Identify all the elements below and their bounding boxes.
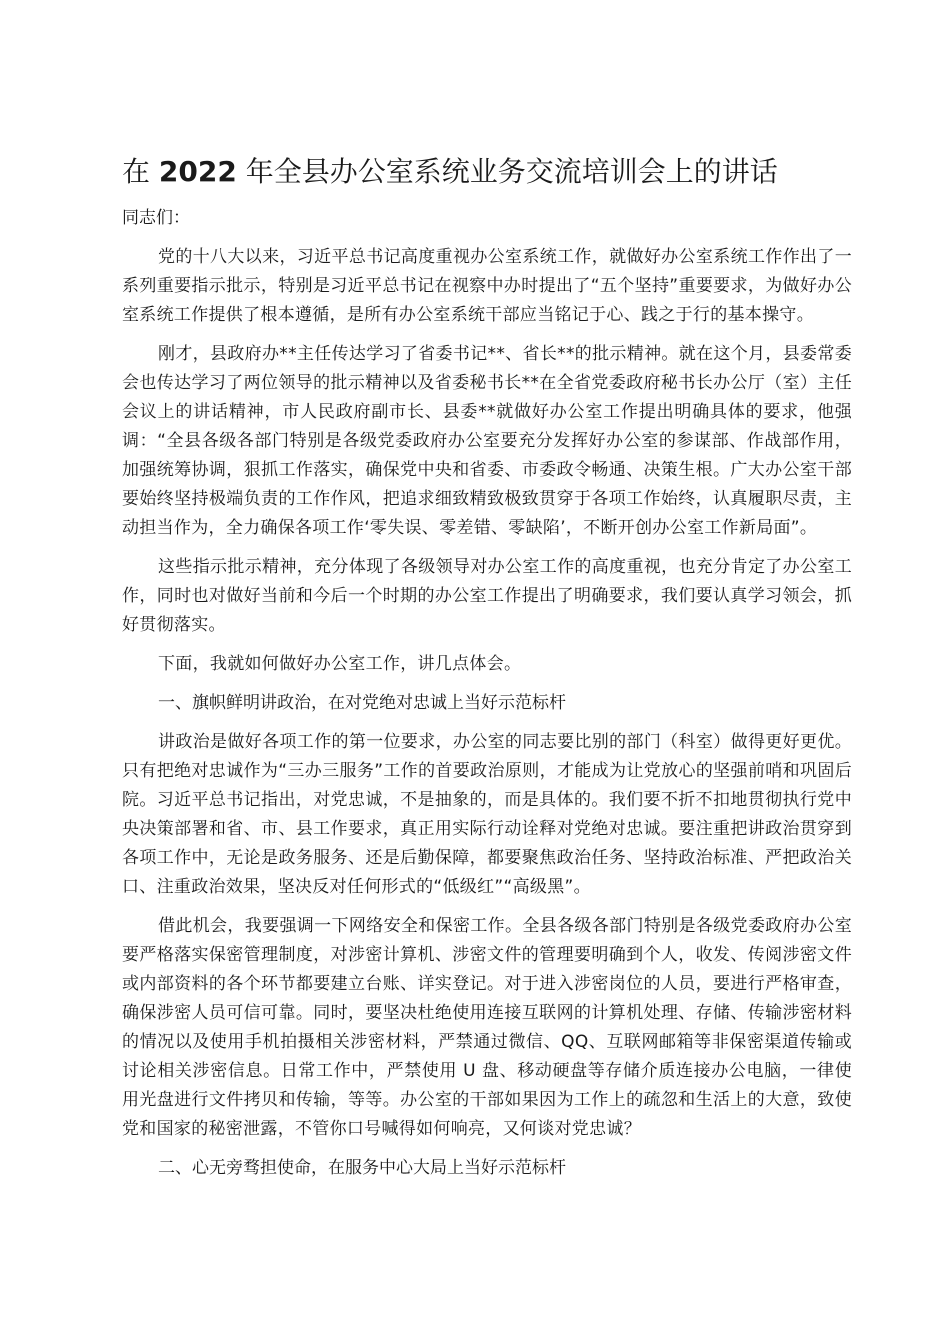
- section-heading-2: 二、心无旁骛担使命，在服务中心大局上当好示范标杆: [158, 1158, 566, 1178]
- section-heading-1: 一、旗帜鲜明讲政治，在对党绝对忠诚上当好示范标杆: [158, 693, 566, 713]
- document-title: [122, 150, 852, 194]
- document-page: [122, 150, 852, 1193]
- title-suffix: 年全县办公室系统业务交流培训会上的讲话: [245, 155, 778, 188]
- paragraph: 下面，我就如何做好办公室工作，讲几点体会。: [158, 654, 522, 674]
- greeting: 同志们：: [122, 208, 190, 228]
- title-prefix: 在: [122, 155, 151, 188]
- paragraph: 刚才，县政府办**主任传达学习了省委书记**、省长**的批示精神。就在这个月，县委常委会也传达学习了两位领导的批示精神以及省委秘书长**在全省党委政府秘书长办公厅（室）主任会议上的讲话精神，市人民政府副市长、县委**就做好办公室工作提出明确具体的要求，他强调：“全县各级各部门特别是各级党委政府办公室要充分发挥好办公室的参谋部、作战部作用，加强统筹协调，狠抓工作落实，确保党中央和省委、市委政令畅通、决策生根。广大办公室干部要始终坚持极端负责的工作作风，把追求细致精致极致贯穿于各项工作始终，认真履职尽责，主动担当作为，全力确保各项工作‘零失误、零差错、零缺陷’，不断开创办公室工作新局面”。: [122, 344, 852, 538]
- paragraph: 借此机会，我要强调一下网络安全和保密工作。全县各级各部门特别是各级党委政府办公室要严格落实保密管理制度，对涉密计算机、涉密文件的管理要明确到个人，收发、传阅涉密文件或内部资料的各个环节都要建立台账、详实登记。对于进入涉密岗位的人员，要进行严格审查，确保涉密人员可信可靠。同时，要坚决杜绝使用连接互联网的计算机处理、存储、传输涉密材料的情况以及使用手机拍摄相关涉密材料，严禁通过微信、QQ、互联网邮箱等非保密渠道传输或讨论相关涉密信息。日常工作中，严禁使用 U 盘、移动硬盘等存储介质连接办公电脑，一律使用光盘进行文件拷贝和传输，等等。办公室的干部如果因为工作上的疏忽和生活上的大意，致使党和国家的秘密泄露，不管你口号喊得如何响亮，又何谈对党忠诚？: [122, 916, 852, 1139]
- paragraph: 这些指示批示精神，充分体现了各级领导对办公室工作的高度重视，也充分肯定了办公室工作，同时也对做好当前和今后一个时期的办公室工作提出了明确要求，我们要认真学习领会，抓好贯彻落实。: [122, 557, 852, 635]
- title-year: 2022: [158, 155, 237, 188]
- paragraph: 讲政治是做好各项工作的第一位要求，办公室的同志要比别的部门（科室）做得更好更优。只有把绝对忠诚作为“三办三服务”工作的首要政治原则，才能成为让党放心的坚强前哨和巩固后院。习近平总书记指出，对党忠诚，不是抽象的，而是具体的。我们要不折不扣地贯彻执行党中央决策部署和省、市、县工作要求，真正用实际行动诠释对党绝对忠诚。要注重把讲政治贯穿到各项工作中，无论是政务服务、还是后勤保障，都要聚焦政治任务、坚持政治标准、严把政治关口、注重政治效果，坚决反对任何形式的“低级红”“高级黑”。: [122, 732, 852, 897]
- paragraph: 党的十八大以来，习近平总书记高度重视办公室系统工作，就做好办公室系统工作作出了一系列重要指示批示，特别是习近平总书记在视察中办时提出了“五个坚持”重要要求，为做好办公室系统工作提供了根本遵循，是所有办公室系统干部应当铭记于心、践之于行的基本操守。: [122, 247, 852, 325]
